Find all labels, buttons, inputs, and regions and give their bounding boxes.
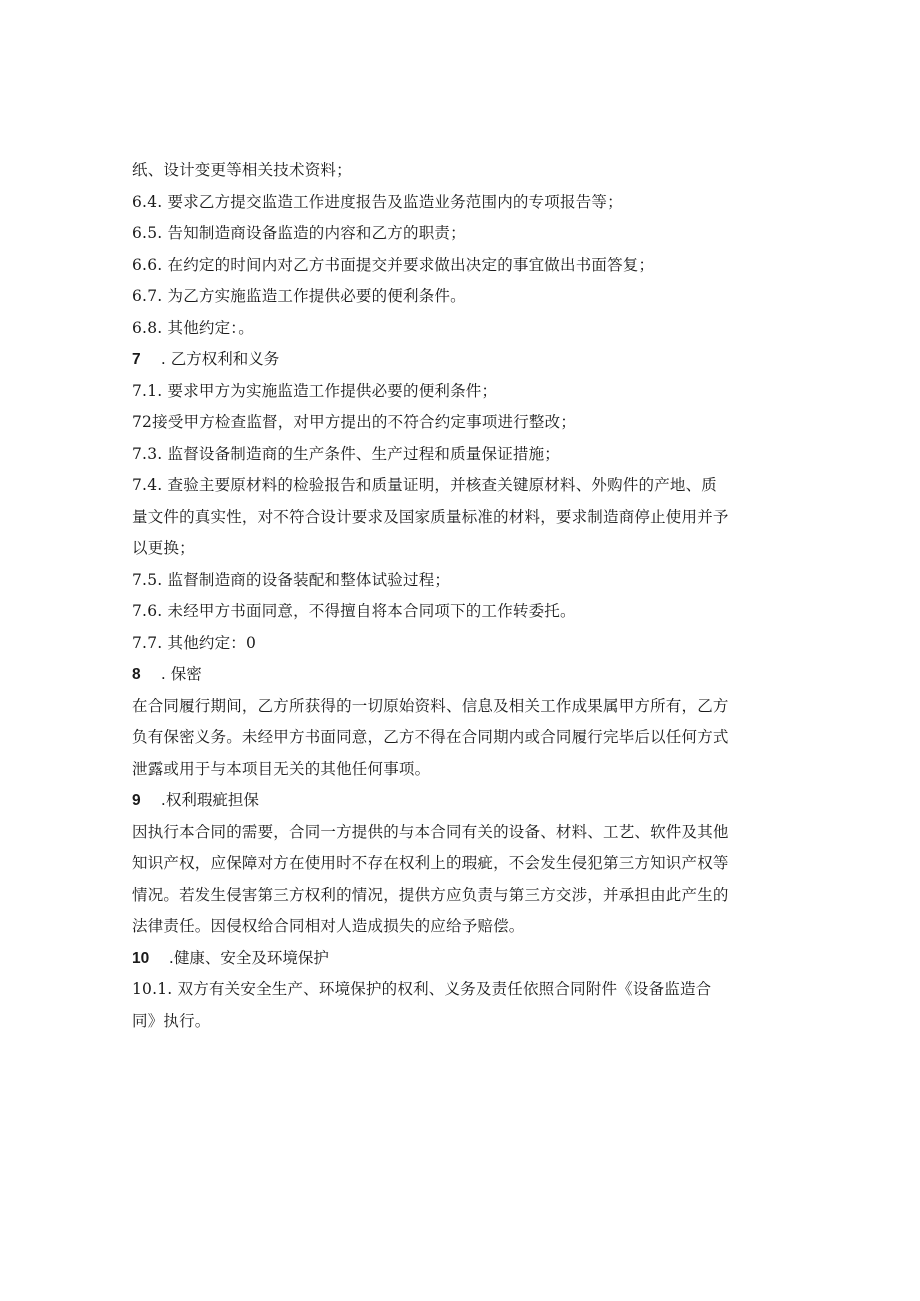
section-number: 8 — [132, 666, 141, 683]
section-title: . 保密 — [156, 665, 202, 683]
section-title: . 乙方权利和义务 — [156, 350, 280, 368]
clause-7-6: 7.6. 未经甲方书面同意，不得擅自将本合同项下的工作转委托。 — [132, 602, 576, 620]
section-8-heading — [132, 659, 782, 691]
clause-7-1: 7.1. 要求甲方为实施监造工作提供必要的便利条件； — [132, 381, 498, 400]
clause-6-8: 6.8. 其他约定：。 — [132, 318, 254, 337]
paragraph-line: 法律责任。因侵权给合同相对人造成损失的应给予赔偿。 — [132, 917, 525, 935]
paragraph-line: 量文件的真实性，对不符合设计要求及国家质量标准的材料，要求制造商停止使用并予 — [132, 507, 729, 526]
clause-10-1: 10.1. 双方有关安全生产、环境保护的权利、义务及责任依照合同附件《设备监造合 — [132, 980, 712, 998]
paragraph-line: 纸、设计变更等相关技术资料； — [132, 161, 352, 179]
document-body — [132, 155, 782, 1037]
clause-6-7: 6.7. 为乙方实施监造工作提供必要的便利条件。 — [132, 287, 466, 305]
paragraph-line: 负有保密义务。未经甲方书面同意，乙方不得在合同期内或合同履行完毕后以任何方式 — [132, 728, 729, 746]
clause-6-5: 6.5. 告知制造商设备监造的内容和乙方的职责； — [132, 224, 466, 242]
section-9-heading — [132, 785, 782, 817]
paragraph-line: 情况。若发生侵害第三方权利的情况，提供方应负责与第三方交涉，并承担由此产生的 — [132, 885, 729, 904]
clause-7-4: 7.4. 查验主要原材料的检验报告和质量证明，并核查关键原材料、外购件的产地、质 — [132, 476, 718, 494]
paragraph-line: 同》执行。 — [132, 1011, 211, 1030]
paragraph-line: 因执行本合同的需要，合同一方提供的与本合同有关的设备、材料、工艺、软件及其他 — [132, 822, 729, 841]
paragraph-line: 以更换； — [132, 539, 195, 557]
clause-6-6: 6.6. 在约定的时间内对乙方书面提交并要求做出决定的事宜做出书面答复； — [132, 255, 655, 274]
section-title: .健康、安全及环境保护 — [164, 948, 329, 967]
paragraph-line: 在合同履行期间，乙方所获得的一切原始资料、信息及相关工作成果属甲方所有，乙方 — [132, 696, 729, 715]
section-number: 10 — [132, 949, 150, 967]
clause-7-7: 7.7. 其他约定：0 — [132, 633, 257, 652]
section-number: 9 — [132, 792, 141, 809]
paragraph-line: 泄露或用于与本项目无关的其他任何事项。 — [132, 759, 431, 778]
clause-7-2: 72接受甲方检查监督，对甲方提出的不符合约定事项进行整改； — [132, 413, 577, 431]
section-title: .权利瑕疵担保 — [156, 791, 259, 809]
clause-6-4: 6.4. 要求乙方提交监造工作进度报告及监造业务范围内的专项报告等； — [132, 192, 623, 211]
section-10-heading — [132, 943, 782, 975]
clause-7-5: 7.5. 监督制造商的设备装配和整体试验过程； — [132, 570, 451, 589]
section-number: 7 — [132, 351, 141, 368]
section-7-heading — [132, 344, 782, 376]
clause-7-3: 7.3. 监督设备制造商的生产条件、生产过程和质量保证措施； — [132, 444, 561, 463]
paragraph-line: 知识产权，应保障对方在使用时不存在权利上的瑕疵，不会发生侵犯第三方知识产权等 — [132, 854, 729, 872]
